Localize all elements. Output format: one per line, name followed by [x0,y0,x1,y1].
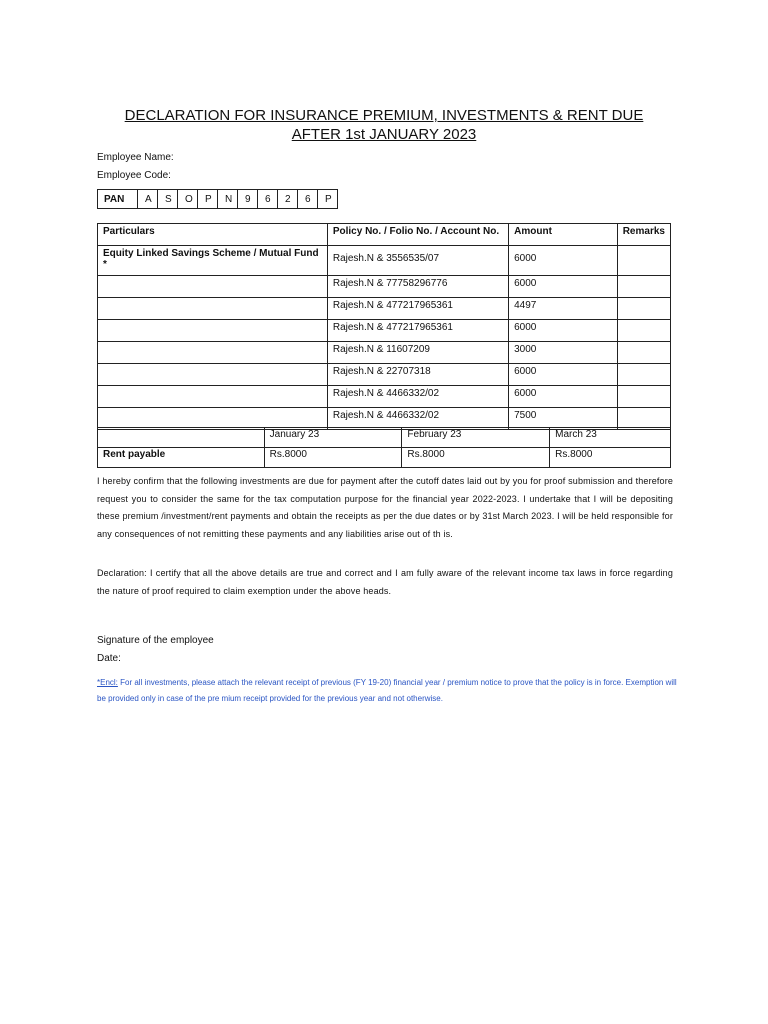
policy-cell: Rajesh.N & 22707318 [327,364,508,386]
remarks-cell [617,298,670,320]
remarks-cell [617,364,670,386]
remarks-cell [617,246,670,276]
table-row [98,298,671,320]
particulars-cell [98,276,328,298]
pan-char: S [158,190,178,209]
table-row [98,342,671,364]
pan-table [97,189,338,209]
pan-label: PAN [98,190,138,209]
pan-char: 2 [278,190,298,209]
pan-char: 6 [298,190,318,209]
pan-char: 9 [238,190,258,209]
signature-label: Signature of the employee [97,635,214,646]
particulars-cell [98,320,328,342]
table-header-row [98,224,671,246]
pan-char: 6 [258,190,278,209]
pan-char: P [318,190,338,209]
policy-cell: Rajesh.N & 477217965361 [327,298,508,320]
rent-empty-cell [98,428,265,448]
encl-label: *Encl: [97,678,118,687]
rent-month: March 23 [550,428,671,448]
header-amount: Amount [509,224,618,246]
declaration-paragraph: Declaration: I certify that all the above details are true and correct and I am fully aware of the relevant income tax laws in force regarding the nature of proof required to claim exemption under the above heads. [97,568,673,596]
amount-cell: 6000 [509,320,618,342]
rent-value: Rs.8000 [550,448,671,468]
pan-char: O [178,190,198,209]
amount-cell: 3000 [509,342,618,364]
title-line-1: DECLARATION FOR INSURANCE PREMIUM, INVESTMENTS & RENT DUE [124,107,644,124]
remarks-cell [617,386,670,408]
title-line-2: AFTER 1st JANUARY 2023 [291,126,477,143]
header-particulars: Particulars [98,224,328,246]
header-remarks: Remarks [617,224,670,246]
policy-cell: Rajesh.N & 477217965361 [327,320,508,342]
rent-label: Rent payable [98,448,265,468]
document-title [0,106,768,144]
rent-month: January 23 [264,428,402,448]
particulars-cell [98,364,328,386]
confirmation-paragraph: I hereby confirm that the following investments are due for payment after the cutoff dates laid out by you for proof submission and therefore request you to consider the same for the tax computation purpose for the financial year 2022-2023. I undertake that I will be depositing these premium /investment/rent payments and obtain the receipts as per the due dates or by 31st March 2023. I will be held responsible for any consequences of not remitting these payments and any liabilities arise out of th is. [97,476,673,539]
amount-cell: 6000 [509,246,618,276]
table-row [98,386,671,408]
particulars-cell [98,386,328,408]
amount-cell: 4497 [509,298,618,320]
table-row [98,246,671,276]
amount-cell: 7500 [509,408,618,430]
rent-table [97,427,671,468]
employee-code-label: Employee Code: [97,170,171,181]
table-row [98,276,671,298]
rent-value: Rs.8000 [264,448,402,468]
rent-value: Rs.8000 [402,448,550,468]
policy-cell: Rajesh.N & 4466332/02 [327,386,508,408]
investments-table [97,223,671,430]
header-policy: Policy No. / Folio No. / Account No. [327,224,508,246]
policy-cell: Rajesh.N & 77758296776 [327,276,508,298]
remarks-cell [617,342,670,364]
rent-header-row [98,428,671,448]
amount-cell: 6000 [509,364,618,386]
pan-char: N [218,190,238,209]
policy-cell: Rajesh.N & 4466332/02 [327,408,508,430]
employee-name-label: Employee Name: [97,152,174,163]
particulars-cell [98,298,328,320]
policy-cell: Rajesh.N & 3556535/07 [327,246,508,276]
table-row [98,364,671,386]
remarks-cell [617,320,670,342]
particulars-cell [98,342,328,364]
date-label: Date: [97,653,121,664]
rent-row [98,448,671,468]
enclosure-note [97,675,677,707]
rent-month: February 23 [402,428,550,448]
amount-cell: 6000 [509,276,618,298]
pan-char: P [198,190,218,209]
amount-cell: 6000 [509,386,618,408]
encl-text: For all investments, please attach the relevant receipt of previous (FY 19-20) financial year / premium notice to prove that the policy is in force. Exemption will be provided only in case of the pre mium receipt provided for the previous year and not otherwise. [97,678,677,703]
table-row [98,320,671,342]
remarks-cell [617,276,670,298]
policy-cell: Rajesh.N & 11607209 [327,342,508,364]
particulars-cell: Equity Linked Savings Scheme / Mutual Fund * [98,246,328,276]
pan-char: A [138,190,158,209]
